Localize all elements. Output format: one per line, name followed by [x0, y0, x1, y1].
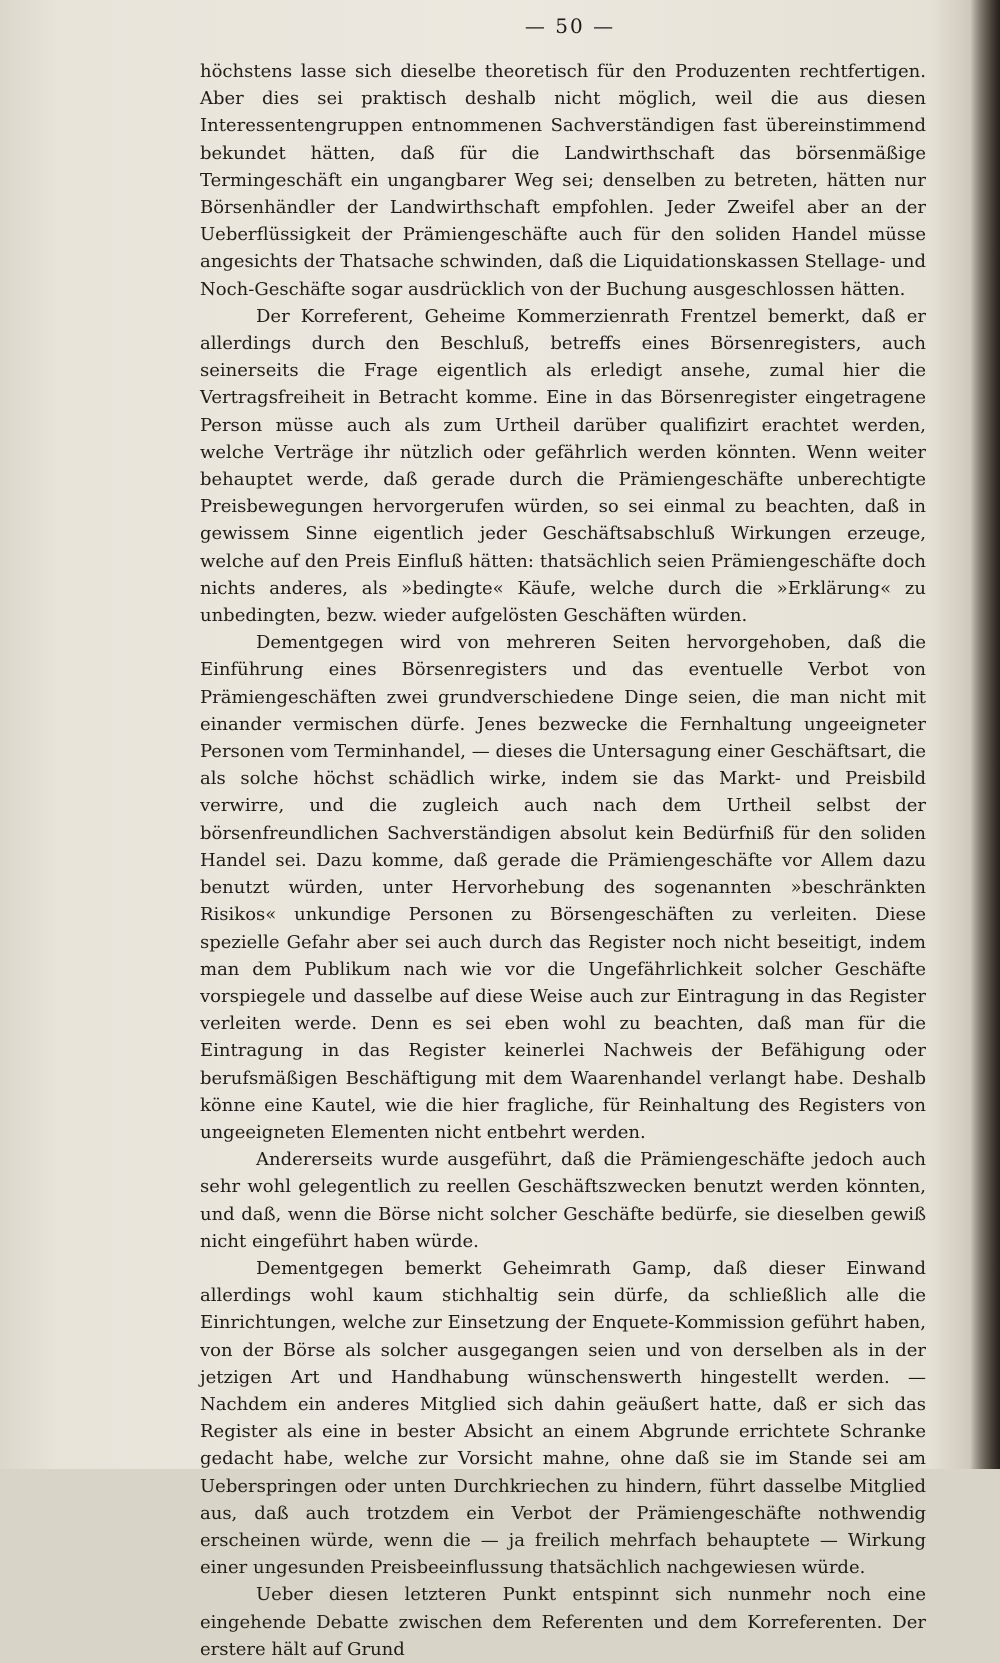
- book-spine-shadow: [970, 0, 1000, 1469]
- paragraph-4: Andererseits wurde ausgeführt, daß die Prämiengeschäfte jedoch auch sehr wohl gelegentlich zu reellen Geschäftszwecken benutzt werden könnten, und daß, wenn die Börse nicht solcher Geschäfte bedürfe, sie dieselben gewiß nicht eingeführt haben würde.: [200, 1149, 926, 1252]
- paragraph-1: höchstens lasse sich dieselbe theoretisch für den Produzenten rechtfertigen. Aber dies sei praktisch deshalb nicht möglich, weil die aus diesen Interessentengruppen entnommenen Sachverständigen fast übereinstimmend bekundet hätten, daß für die Landwirthschaft das börsenmäßige Termingeschäft ein ungangbarer Weg sei; denselben zu betreten, hätten nur Börsenhändler der Landwirthschaft empfohlen. Jeder Zweifel aber an der Ueberflüssigkeit der Prämiengeschäfte auch für den soliden Handel müsse angesichts der Thatsache schwinden, daß die Liquidationskassen Stellage- und Noch-Geschäfte sogar ausdrücklich von der Buchung ausgeschlossen hätten.: [200, 61, 926, 300]
- paragraph-3: Dementgegen wird von mehreren Seiten hervorgehoben, daß die Einführung eines Börsenregisters und das eventuelle Verbot von Prämiengeschäften zwei grundverschiedene Dinge seien, die man nicht mit einander vermischen dürfe. Jenes bezwecke die Fernhaltung ungeeigneter Personen vom Terminhandel, — dieses die Untersagung einer Geschäftsart, die als solche höchst schädlich wirke, indem sie das Markt- und Preisbild verwirre, und die zugleich auch nach dem Urtheil selbst der börsenfreundlichen Sachverständigen absolut kein Bedürfniß für den soliden Handel sei. Dazu komme, daß gerade die Prämiengeschäfte vor Allem dazu benutzt würden, unter Hervorhebung des sogenannten »beschränkten Risikos« unkundige Personen zu Börsengeschäften zu verleiten. Diese spezielle Gefahr aber sei auch durch das Register noch nicht beseitigt, indem man dem Publikum nach wie vor die Ungefährlichkeit solcher Geschäfte vorspiegele und dasselbe auf diese Weise auch zur Eintragung in das Register verleiten werde. Denn es sei eben wohl zu beachten, daß man für die Eintragung in das Register keinerlei Nachweis der Befähigung oder berufsmäßigen Beschäftigung mit dem Waarenhandel verlangt habe. Deshalb könne eine Kautel, wie die hier fragliche, für Reinhaltung des Registers von ungeeigneten Elementen nicht entbehrt werden.: [200, 632, 926, 1143]
- paragraph-6: Ueber diesen letzteren Punkt entspinnt sich nunmehr noch eine eingehende Debatte zwischen dem Referenten und dem Korreferenten. Der erstere hält auf Grund: [200, 1584, 926, 1660]
- page-number: — 50 —: [524, 14, 616, 38]
- paragraph-2: Der Korreferent, Geheime Kommerzienrath Frentzel bemerkt, daß er allerdings durch den Beschluß, betreffs eines Börsenregisters, auch seinerseits die Frage eigentlich als erledigt ansehe, zumal hier die Vertragsfreiheit in Betracht komme. Eine in das Börsenregister eingetragene Person müsse auch als zum Urtheil darüber qualifizirt erachtet werden, welche Verträge ihr nützlich oder gefährlich werden könnten. Wenn weiter behauptet werde, daß gerade durch die Prämiengeschäfte unberechtigte Preisbewegungen hervorgerufen würden, so sei einmal zu beachten, daß in gewissem Sinne eigentlich jeder Geschäftsabschluß Wirkungen erzeuge, welche auf den Preis Einfluß hätten: thatsächlich seien Prämiengeschäfte doch nichts anderes, als »bedingte« Käufe, welche durch die »Erklärung« zu unbedingten, bezw. wieder aufgelösten Geschäften würden.: [200, 305, 926, 627]
- paragraph-5: Dementgegen bemerkt Geheimrath Gamp, daß dieser Einwand allerdings wohl kaum stichhaltig sein dürfe, da schließlich alle die Einrichtungen, welche zur Einsetzung der Enquete-Kommission geführt haben, von der Börse als solcher ausgegangen seien und von derselben als in der jetzigen Art und Handhabung wünschenswerth hingestellt werden. — Nachdem ein anderes Mitglied sich dahin geäußert hatte, daß er sich das Register als eine in bester Absicht an einem Abgrunde errichtete Schranke gedacht habe, welche zur Vorsicht mahne, ohne daß sie im Stande sei am Ueberspringen oder unten Durchkriechen zu hindern, führt dasselbe Mitglied aus, daß auch trotzdem ein Verbot der Prämiengeschäfte nothwendig erscheinen würde, wenn die — ja freilich mehrfach behauptete — Wirkung einer ungesunden Preisbeeinflussung thatsächlich nachgewiesen würde.: [200, 1257, 926, 1579]
- body-text: [200, 58, 926, 1663]
